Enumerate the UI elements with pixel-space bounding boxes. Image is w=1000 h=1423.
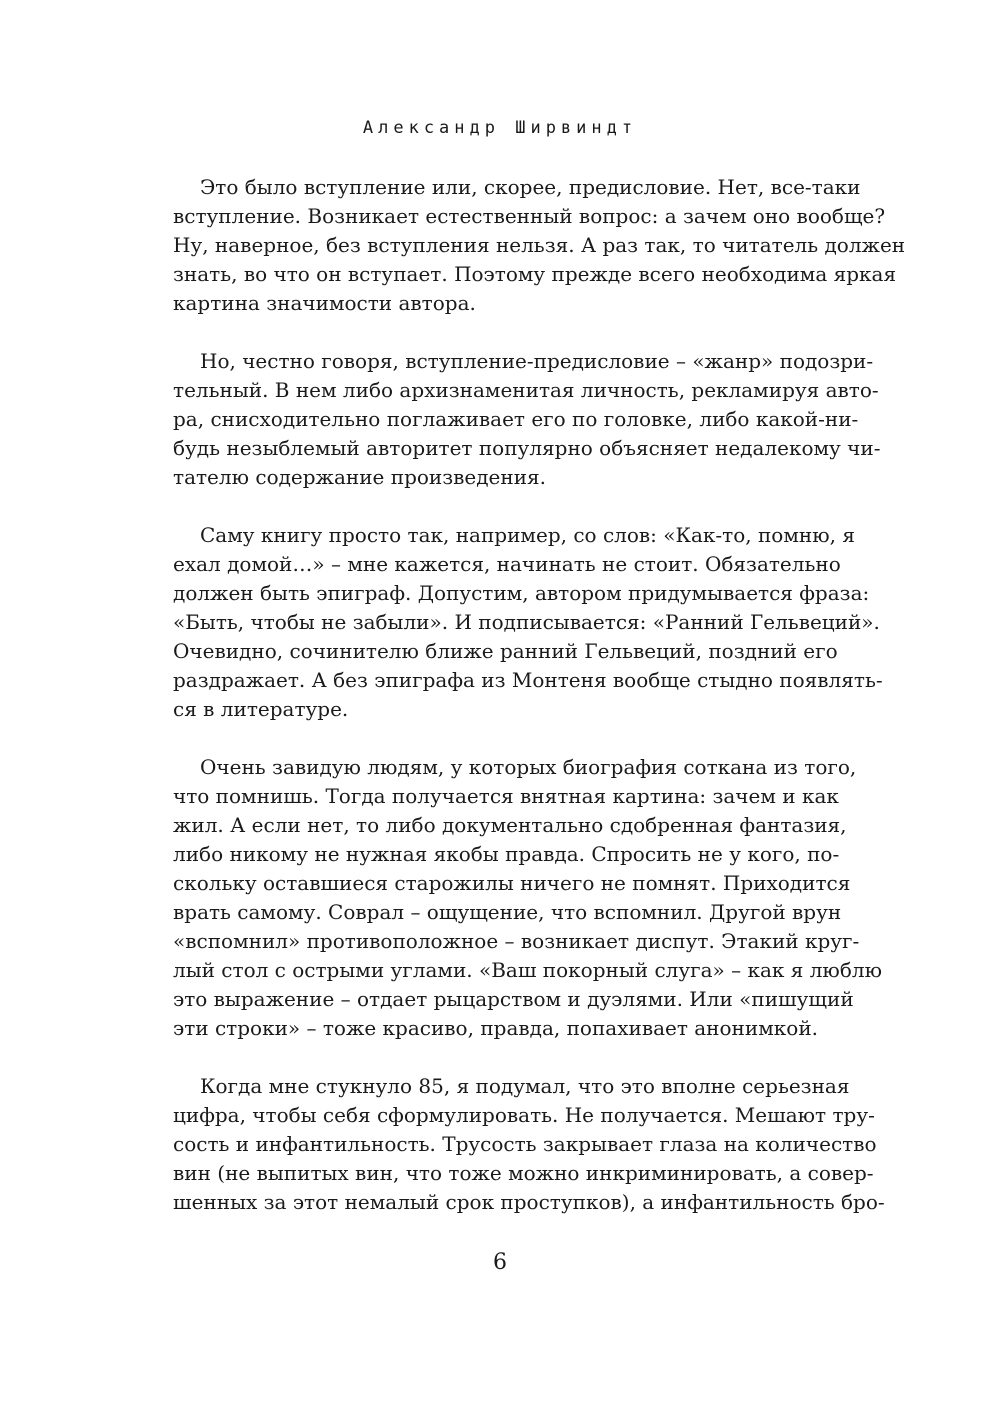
text-line: вступление. Возникает естественный вопрос: а зачем оно вообще? xyxy=(173,204,886,228)
text-line: это выражение – отдает рыцарством и дуэлями. Или «пишущий xyxy=(173,987,854,1011)
text-line: шенных за этот немалый срок проступков), а инфантильность бро- xyxy=(173,1190,885,1214)
text-line: сость и инфантильность. Трусость закрывает глаза на количество xyxy=(173,1132,877,1156)
text-line: Когда мне стукнуло 85, я подумал, что это вполне серьезная xyxy=(200,1074,850,1098)
text-line: знать, во что он вступает. Поэтому прежде всего необходима яркая xyxy=(173,262,897,286)
text-line: тателю содержание произведения. xyxy=(173,465,547,489)
running-head-author: Александр Ширвиндт xyxy=(362,118,638,138)
paragraph xyxy=(173,173,906,318)
text-line: лый стол с острыми углами. «Ваш покорный слуга» – как я люблю xyxy=(173,958,883,982)
text-line: цифра, чтобы себя сформулировать. Не получается. Мешают тру- xyxy=(173,1103,875,1127)
text-line: Но, честно говоря, вступление-предисловие – «жанр» подозри- xyxy=(200,349,874,373)
text-line: ся в литературе. xyxy=(173,697,349,721)
text-line: Ну, наверное, без вступления нельзя. А раз так, то читатель должен xyxy=(173,233,906,257)
text-line: Очень завидую людям, у которых биография соткана из того, xyxy=(200,755,857,779)
text-line: вин (не выпитых вин, что тоже можно инкриминировать, а совер- xyxy=(173,1161,874,1185)
page-number: 6 xyxy=(493,1250,507,1275)
paragraph xyxy=(173,753,883,1043)
text-line: ра, снисходительно поглаживает его по головке, либо какой-ни- xyxy=(173,407,859,431)
paragraph xyxy=(173,1072,885,1217)
text-line: «вспомнил» противоположное – возникает диспут. Этакий круг- xyxy=(173,929,860,953)
text-line: скольку оставшиеся старожилы ничего не помнят. Приходится xyxy=(173,871,851,895)
text-line: либо никому не нужная якобы правда. Спросить не у кого, по- xyxy=(173,842,840,866)
paragraph xyxy=(173,347,881,492)
text-line: Это было вступление или, скорее, предисловие. Нет, все-таки xyxy=(200,175,861,199)
text-line: Очевидно, сочинителю ближе ранний Гельвеций, поздний его xyxy=(173,639,838,663)
text-line: ехал домой…» – мне кажется, начинать не стоит. Обязательно xyxy=(173,552,841,576)
text-line: будь незыблемый авторитет популярно объясняет недалекому чи- xyxy=(173,436,881,460)
text-line: «Быть, чтобы не забыли». И подписывается: «Ранний Гельвеций». xyxy=(173,610,880,634)
text-line: раздражает. А без эпиграфа из Монтеня вообще стыдно появлять- xyxy=(173,668,883,692)
text-line: тельный. В нем либо архизнаменитая личность, рекламируя авто- xyxy=(173,378,879,402)
text-line: должен быть эпиграф. Допустим, автором придумывается фраза: xyxy=(173,581,870,605)
text-line: жил. А если нет, то либо документально сдобренная фантазия, xyxy=(173,813,847,837)
text-line: врать самому. Соврал – ощущение, что вспомнил. Другой врун xyxy=(173,900,842,924)
paragraph xyxy=(173,521,883,724)
text-line: эти строки» – тоже красиво, правда, попахивает анонимкой. xyxy=(173,1016,818,1040)
text-line: Саму книгу просто так, например, со слов: «Как-то, помню, я xyxy=(200,523,855,547)
text-line: картина значимости автора. xyxy=(173,291,476,315)
body-text xyxy=(173,173,906,1246)
text-line: что помнишь. Тогда получается внятная картина: зачем и как xyxy=(173,784,839,808)
